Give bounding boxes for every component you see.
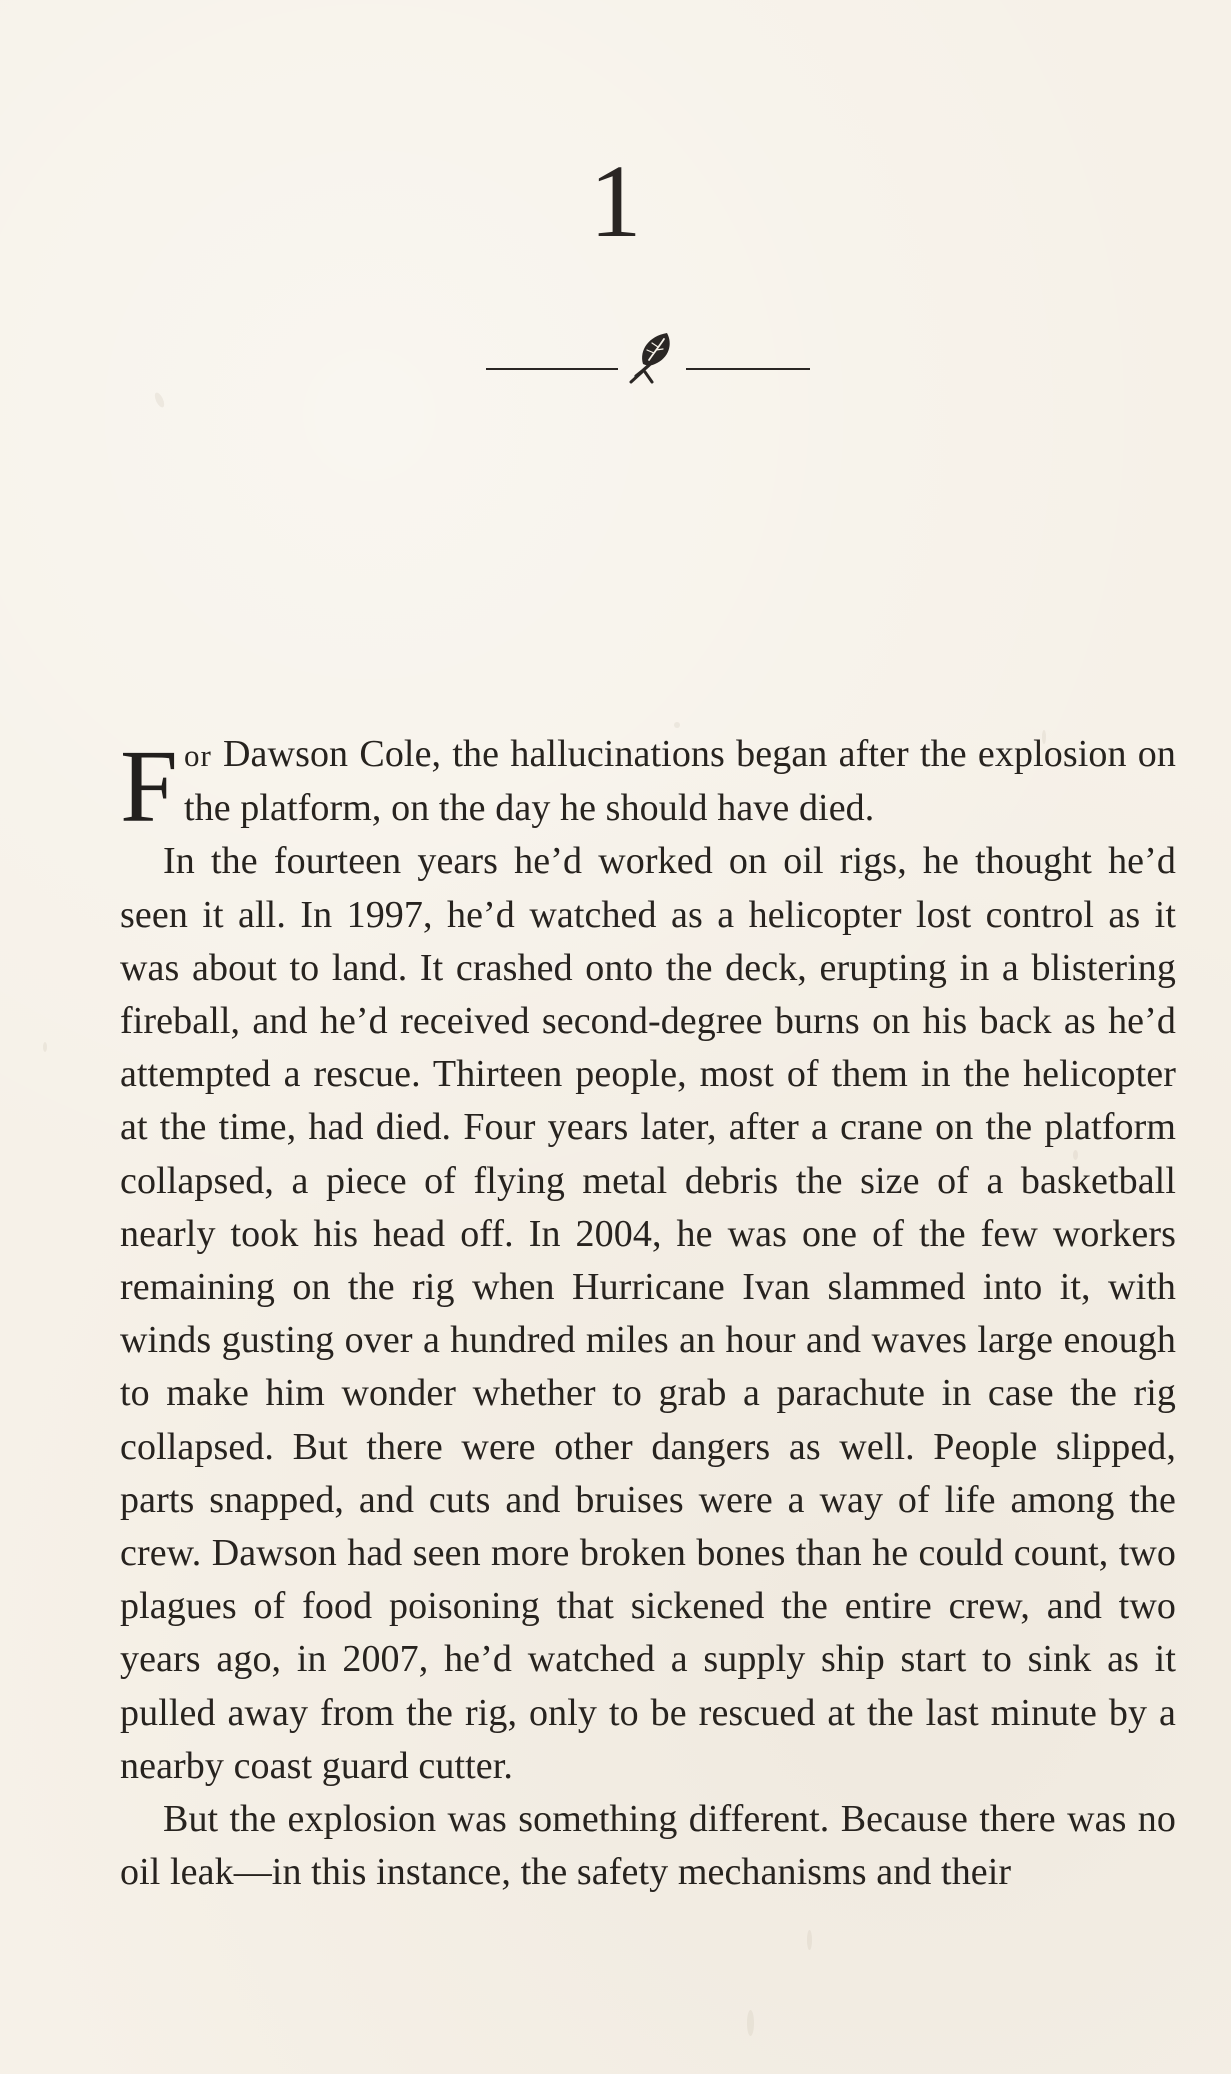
leaf-icon <box>627 326 679 384</box>
paper-speck <box>747 2010 754 2036</box>
ornament-rule-left <box>486 368 618 370</box>
paragraph-text: Dawson Cole, the hallucinations began after the explosion on the platform, on the day he should have died. <box>183 733 1176 830</box>
paper-speck <box>807 1930 812 1950</box>
paper-speck <box>153 391 166 408</box>
drop-cap-word-rest: or <box>183 738 212 773</box>
chapter-number: 1 <box>589 144 642 259</box>
chapter-ornament <box>486 326 810 386</box>
chapter-body <box>120 728 1176 1899</box>
drop-cap: F <box>120 729 178 844</box>
paragraph <box>120 728 1176 844</box>
paragraph: In the fourteen years he’d worked on oil rigs, he thought he’d seen it all. In 1997, he’d watched as a helicopter lost control as it was about to land. It crashed onto the deck, erupting in a blistering fireball, and he’d received second-degree burns on his back as he’d attempted a rescue. Thirteen people, most of them in the helicopter at the time, had died. Four years later, after a crane on the platform collapsed, a piece of flying metal debris the size of a basketball nearly took his head off. In 2004, he was one of the few workers remaining on the rig when Hurricane Ivan slammed into it, with winds gusting over a hundred miles an hour and waves large enough to make him wonder whether to grab a parachute in case the rig collapsed. But there were other dangers as well. People slipped, parts snapped, and cuts and bruises were a way of life among the crew. Dawson had seen more broken bones than he could count, two plagues of food poisoning that sickened the entire crew, and two years ago, in 2007, he’d watched a supply ship start to sink as it pulled away from the rig, only to be rescued at the last minute by a nearby coast guard cutter. <box>120 840 1176 1787</box>
paragraph: But the explosion was something different. Because there was no oil leak—in this instance, the safety mechanisms and their <box>120 1798 1176 1894</box>
paper-speck <box>43 1042 47 1052</box>
ornament-rule-right <box>686 368 810 370</box>
